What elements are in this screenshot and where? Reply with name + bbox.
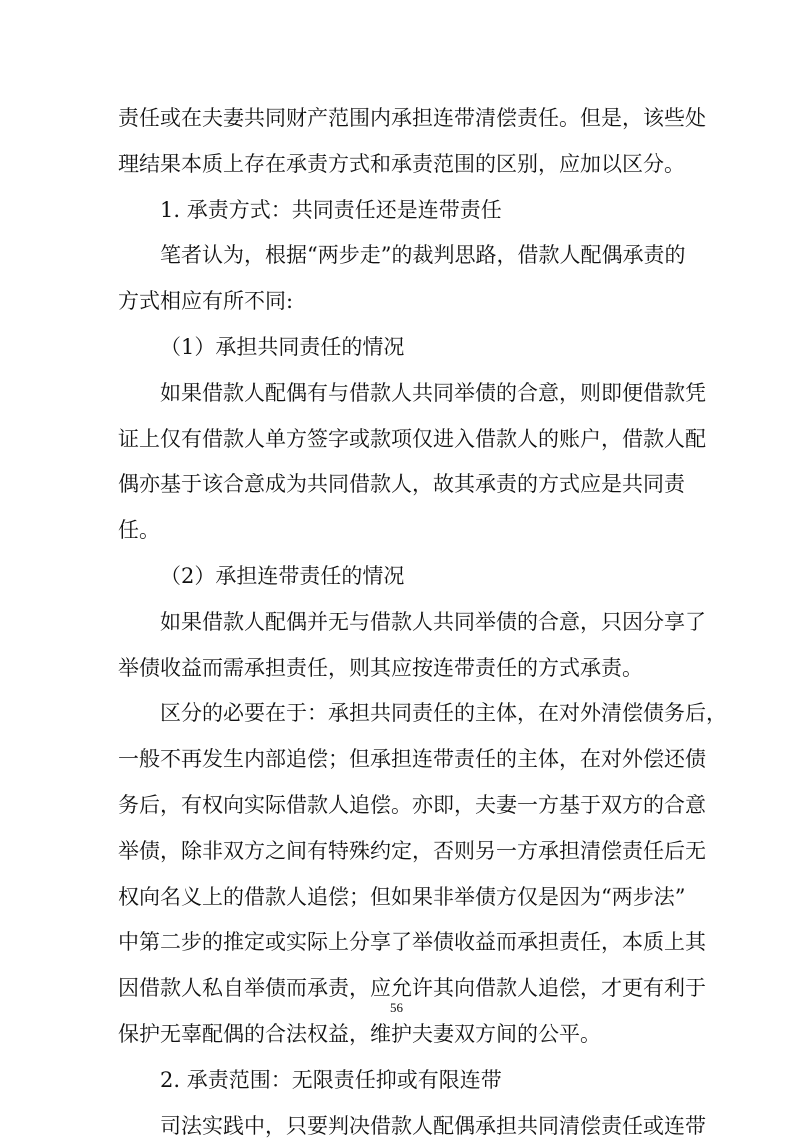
text-line: 如果借款人配偶并无与借款人共同举债的合意，只因分享了 bbox=[160, 609, 706, 634]
text-line: 中第二步的推定或实际上分享了举债收益而承担责任，本质上其 bbox=[118, 930, 706, 955]
text-line: （1）承担共同责任的情况 bbox=[160, 335, 405, 359]
text-line: 方式相应有所不同: bbox=[118, 289, 294, 314]
text-line: 2. 承责范围：无限责任抑或有限连带 bbox=[160, 1067, 502, 1092]
text-line: 理结果本质上存在承责方式和承责范围的区别，应加以区分。 bbox=[118, 151, 685, 176]
text-line: 1. 承责方式：共同责任还是连带责任 bbox=[160, 197, 502, 222]
text-line: 举债收益而需承担责任，则其应按连带责任的方式承责。 bbox=[118, 655, 643, 680]
text-line: 权向名义上的借款人追偿；但如果非举债方仅是因为“两步法” bbox=[118, 884, 686, 909]
text-line: 证上仅有借款人单方签字或款项仅进入借款人的账户，借款人配 bbox=[118, 426, 706, 451]
text-line: 任。 bbox=[118, 518, 160, 543]
text-line: 区分的必要在于：承担共同责任的主体，在对外清偿债务后， bbox=[160, 701, 727, 726]
text-line: 责任或在夫妻共同财产范围内承担连带清偿责任。但是，该些处 bbox=[118, 106, 706, 130]
text-line: 举债，除非双方之间有特殊约定，否则另一方承担清偿责任后无 bbox=[118, 838, 706, 863]
text-line: （2）承担连带责任的情况 bbox=[160, 564, 405, 588]
text-line: 务后，有权向实际借款人追偿。亦即，夫妻一方基于双方的合意 bbox=[118, 793, 706, 817]
text-line: 因借款人私自举债而承责，应允许其向借款人追偿，才更有利于 bbox=[118, 976, 706, 1001]
text-line: 一般不再发生内部追偿；但承担连带责任的主体，在对外偿还债 bbox=[118, 747, 706, 772]
text-line: 司法实践中，只要判决借款人配偶承担共同清偿责任或连带 bbox=[160, 1113, 706, 1138]
text-line: 笔者认为，根据“两步走”的裁判思路，借款人配偶承责的 bbox=[160, 243, 686, 268]
text-line: 保护无辜配偶的合法权益，维护夫妻双方间的公平。 bbox=[118, 1022, 601, 1046]
page-number: 56 bbox=[390, 1000, 403, 1015]
text-line: 如果借款人配偶有与借款人共同举债的合意，则即便借款凭 bbox=[160, 380, 706, 405]
text-line: 偶亦基于该合意成为共同借款人，故其承责的方式应是共同责 bbox=[118, 472, 685, 497]
